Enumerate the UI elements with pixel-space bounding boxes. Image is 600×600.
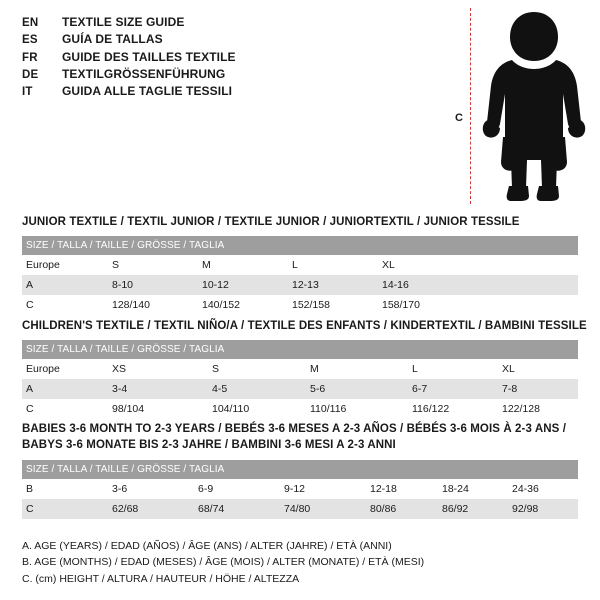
row-label: A	[22, 379, 108, 399]
legend-item: C. (cm) HEIGHT / ALTURA / HAUTEUR / HÖHE / ALTEZZA	[22, 572, 300, 585]
cell: 122/128	[498, 399, 578, 419]
cell	[468, 275, 578, 295]
child-silhouette-icon	[478, 10, 590, 202]
language-row	[22, 66, 442, 83]
cell: 3-6	[108, 479, 194, 499]
table-row	[22, 479, 578, 499]
language-title: GUÍA DE TALLAS	[62, 32, 163, 47]
cell: 12-18	[366, 479, 438, 499]
cell: 6-9	[194, 479, 280, 499]
cell: 68/74	[194, 499, 280, 519]
language-title: TEXTILE SIZE GUIDE	[62, 15, 185, 29]
cell: 104/110	[208, 399, 306, 419]
cell: 98/104	[108, 399, 208, 419]
language-code: IT	[22, 86, 33, 99]
table-row	[22, 295, 578, 315]
language-row	[22, 83, 442, 100]
cell: 86/92	[438, 499, 508, 519]
row-label: C	[22, 499, 108, 519]
language-row	[22, 31, 442, 48]
cell: L	[288, 255, 378, 275]
cell: 92/98	[508, 499, 578, 519]
cell	[468, 295, 578, 315]
cell: 116/122	[408, 399, 498, 419]
row-label: Europe	[22, 255, 108, 275]
table-row	[22, 379, 578, 399]
section-title-babies-line1: BABIES 3-6 MONTH TO 2-3 YEARS / BEBÉS 3-6 MESES A 2-3 AÑOS / BÉBÉS 3-6 MOIS À 2-3 ANS /	[22, 423, 566, 435]
legend-item: A. AGE (YEARS) / EDAD (AÑOS) / ÂGE (ANS) / ALTER (JAHRE) / ETÀ (ANNI)	[22, 540, 392, 552]
children-size-table	[22, 340, 578, 419]
row-label: Europe	[22, 359, 108, 379]
cell: 5-6	[306, 379, 408, 399]
table-header-row	[22, 460, 578, 479]
language-list	[22, 14, 442, 101]
cell: M	[198, 255, 288, 275]
language-title: GUIDA ALLE TAGLIE TESSILI	[62, 84, 233, 99]
cell: 110/116	[306, 399, 408, 419]
row-label: B	[22, 479, 108, 499]
language-code: ES	[22, 34, 38, 47]
cell: 128/140	[108, 295, 198, 315]
language-row	[22, 49, 442, 66]
measurement-figure	[440, 8, 590, 204]
cell: L	[408, 359, 498, 379]
table-row	[22, 499, 578, 519]
cell: 8-10	[108, 275, 198, 295]
legend-block	[22, 538, 578, 587]
cell: 9-12	[280, 479, 366, 499]
cell: 12-13	[288, 275, 378, 295]
table-row	[22, 399, 578, 419]
cell: 158/170	[378, 295, 468, 315]
row-label: C	[22, 399, 108, 419]
section-title-babies-line2: BABYS 3-6 MONATE BIS 2-3 JAHRE / BAMBINI 3-6 MESI A 2-3 ANNI	[22, 438, 396, 451]
cell: 152/158	[288, 295, 378, 315]
cell: 3-4	[108, 379, 208, 399]
cell: 18-24	[438, 479, 508, 499]
cell: S	[108, 255, 198, 275]
language-row	[22, 14, 442, 31]
table-header-label: SIZE / TALLA / TAILLE / GRÖSSE / TAGLIA	[22, 236, 578, 255]
section-title-junior: JUNIOR TEXTILE / TEXTIL JUNIOR / TEXTILE JUNIOR / JUNIORTEXTIL / JUNIOR TESSILE	[22, 216, 520, 228]
cell: 80/86	[366, 499, 438, 519]
legend-item: B. AGE (MONTHS) / EDAD (MESES) / ÂGE (MOIS) / ALTER (MONATE) / ETÀ (MESI)	[22, 556, 425, 569]
row-label: C	[22, 295, 108, 315]
table-header-label: SIZE / TALLA / TAILLE / GRÖSSE / TAGLIA	[22, 460, 578, 479]
cell: M	[306, 359, 408, 379]
height-measure-line	[470, 8, 471, 204]
table-row	[22, 359, 578, 379]
cell: 140/152	[198, 295, 288, 315]
cell: 7-8	[498, 379, 578, 399]
language-code: EN	[22, 17, 39, 29]
table-header-row	[22, 236, 578, 255]
cell: XL	[378, 255, 468, 275]
cell: 10-12	[198, 275, 288, 295]
language-title: TEXTILGRÖSSENFÜHRUNG	[62, 66, 226, 81]
table-row	[22, 275, 578, 295]
cell: 14-16	[378, 275, 468, 295]
cell: 24-36	[508, 479, 578, 499]
table-header-label: SIZE / TALLA / TAILLE / GRÖSSE / TAGLIA	[22, 340, 578, 359]
language-title: GUIDE DES TAILLES TEXTILE	[62, 49, 236, 64]
junior-size-table	[22, 236, 578, 315]
table-row	[22, 255, 578, 275]
cell: 74/80	[280, 499, 366, 519]
language-code: DE	[22, 68, 39, 81]
measure-label-c: C	[455, 112, 463, 124]
cell: S	[208, 359, 306, 379]
cell: 4-5	[208, 379, 306, 399]
section-title-babies	[22, 422, 566, 453]
babies-size-table	[22, 460, 578, 519]
cell: 62/68	[108, 499, 194, 519]
language-code: FR	[22, 51, 38, 64]
cell	[468, 255, 578, 275]
table-header-row	[22, 340, 578, 359]
section-title-children: CHILDREN'S TEXTILE / TEXTIL NIÑO/A / TEXTILE DES ENFANTS / KINDERTEXTIL / BAMBINI TESSILE	[22, 320, 587, 332]
cell: 6-7	[408, 379, 498, 399]
cell: XL	[498, 359, 578, 379]
cell: XS	[108, 359, 208, 379]
row-label: A	[22, 275, 108, 295]
